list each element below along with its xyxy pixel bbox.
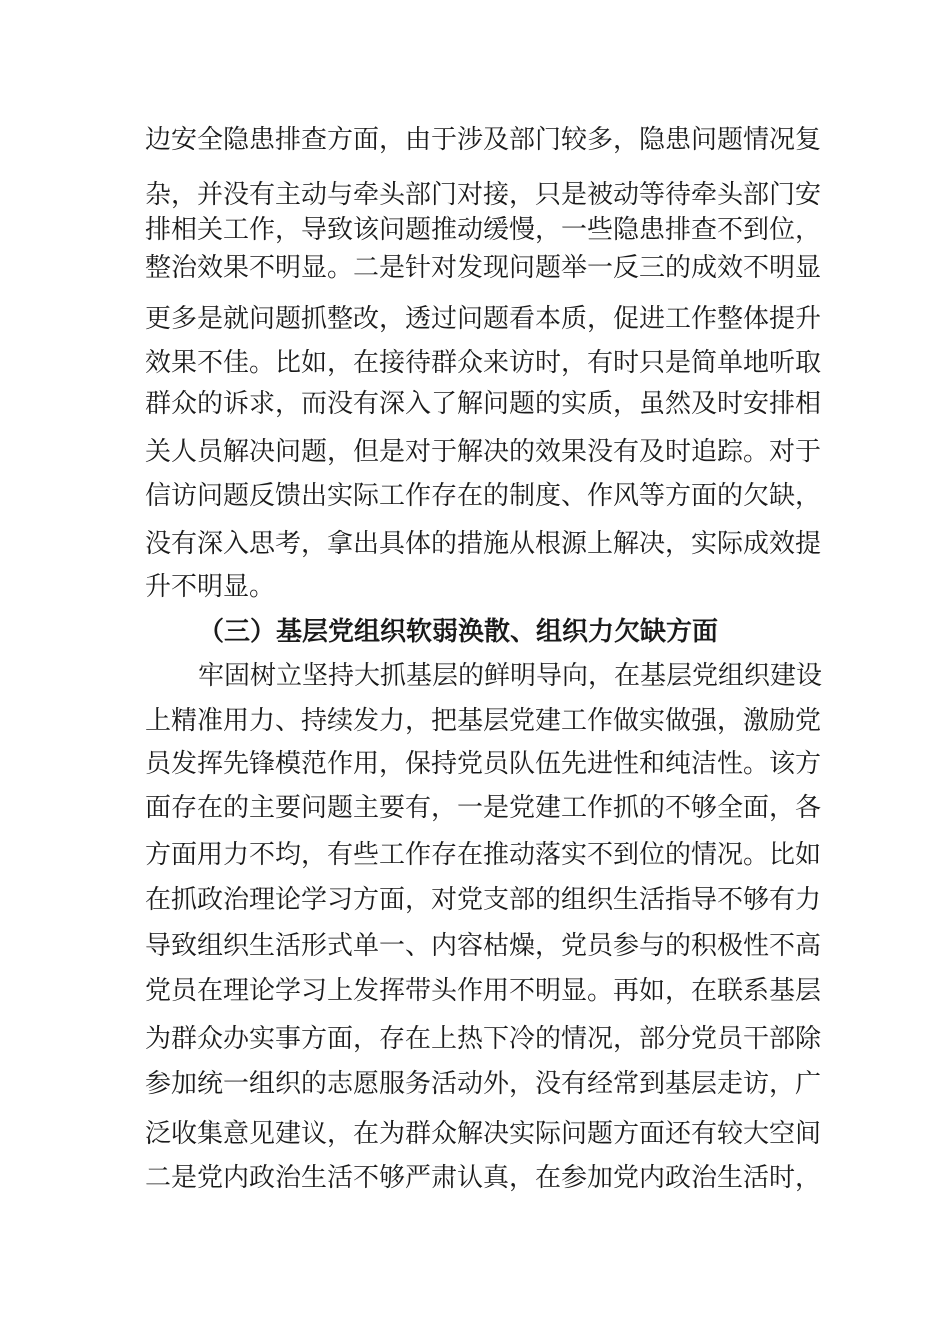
paragraph-2-line: 牢固树立坚持大抓基层的鲜明导向，在基层党组织建设 xyxy=(198,661,823,691)
paragraph-1-line: 信访问题反馈出实际工作存在的制度、作风等方面的欠缺， xyxy=(145,481,822,511)
paragraph-1-line: 效果不佳。比如，在接待群众来访时，有时只是简单地听取 xyxy=(145,348,822,378)
paragraph-1-line: 更多是就问题抓整改，透过问题看本质，促进工作整体提升 xyxy=(145,304,822,334)
paragraph-2-line: 党员在理论学习上发挥带头作用不明显。再如，在联系基层 xyxy=(145,976,822,1006)
paragraph-2-line: 上精准用力、持续发力，把基层党建工作做实做强，激励党 xyxy=(145,706,822,736)
paragraph-1-line: 关人员解决问题，但是对于解决的效果没有及时追踪。对于 xyxy=(145,437,822,467)
paragraph-1-line: 杂，并没有主动与牵头部门对接，只是被动等待牵头部门安 xyxy=(145,180,822,210)
paragraph-1-line: 群众的诉求，而没有深入了解问题的实质，虽然及时安排相 xyxy=(145,389,822,419)
paragraph-1-line: 整治效果不明显。二是针对发现问题举一反三的成效不明显 xyxy=(145,253,822,283)
paragraph-2-line: 导致组织生活形式单一、内容枯燥，党员参与的积极性不高 xyxy=(145,931,822,961)
paragraph-2-line: 方面用力不均，有些工作存在推动落实不到位的情况。比如 xyxy=(145,840,822,870)
paragraph-1-line: 升不明显。 xyxy=(145,572,276,602)
paragraph-2-line: 在抓政治理论学习方面，对党支部的组织生活指导不够有力 xyxy=(145,885,822,915)
paragraph-1-line: 排相关工作，导致该问题推动缓慢，一些隐患排查不到位， xyxy=(145,215,822,245)
paragraph-1-line: 边安全隐患排查方面，由于涉及部门较多，隐患问题情况复 xyxy=(145,125,822,155)
paragraph-2-line: 面存在的主要问题主要有，一是党建工作抓的不够全面，各 xyxy=(145,793,822,823)
paragraph-2-line: 泛收集意见建议，在为群众解决实际问题方面还有较大空间 xyxy=(145,1119,822,1149)
paragraph-2-line: 参加统一组织的志愿服务活动外，没有经常到基层走访，广 xyxy=(145,1069,822,1099)
paragraph-1-line: 没有深入思考，拿出具体的措施从根源上解决，实际成效提 xyxy=(145,529,822,559)
paragraph-2-line: 为群众办实事方面，存在上热下冷的情况，部分党员干部除 xyxy=(145,1024,822,1054)
paragraph-2-line: 员发挥先锋模范作用，保持党员队伍先进性和纯洁性。该方 xyxy=(145,749,822,779)
section-heading: （三）基层党组织软弱涣散、组织力欠缺方面 xyxy=(198,617,719,647)
paragraph-2-line: 二是党内政治生活不够严肃认真，在参加党内政治生活时， xyxy=(145,1163,822,1193)
